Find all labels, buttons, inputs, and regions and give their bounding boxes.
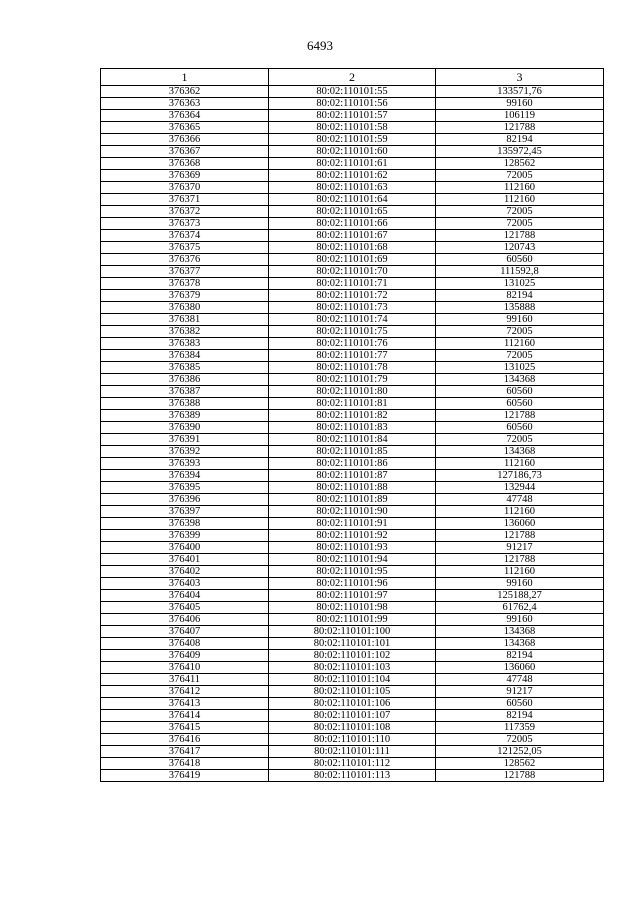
row-number-cell: 376365: [101, 122, 269, 134]
table-row: [101, 86, 604, 98]
table-row: [101, 122, 604, 134]
table-row: [101, 338, 604, 350]
cadastral-number-cell: 80:02:110101:101: [269, 638, 436, 650]
table-row: [101, 566, 604, 578]
value-cell: 112160: [436, 506, 604, 518]
value-cell: 125188,27: [436, 590, 604, 602]
data-table: [100, 68, 604, 782]
cadastral-number-cell: 80:02:110101:88: [269, 482, 436, 494]
value-cell: 135888: [436, 302, 604, 314]
value-cell: 61762,4: [436, 602, 604, 614]
value-cell: 99160: [436, 98, 604, 110]
table-row: [101, 230, 604, 242]
cadastral-number-cell: 80:02:110101:80: [269, 386, 436, 398]
cadastral-number-cell: 80:02:110101:91: [269, 518, 436, 530]
value-cell: 131025: [436, 278, 604, 290]
table-row: [101, 674, 604, 686]
cadastral-number-cell: 80:02:110101:73: [269, 302, 436, 314]
cadastral-number-cell: 80:02:110101:75: [269, 326, 436, 338]
row-number-cell: 376367: [101, 146, 269, 158]
cadastral-number-cell: 80:02:110101:74: [269, 314, 436, 326]
value-cell: 112160: [436, 458, 604, 470]
cadastral-number-cell: 80:02:110101:107: [269, 710, 436, 722]
cadastral-number-cell: 80:02:110101:83: [269, 422, 436, 434]
table-row: [101, 170, 604, 182]
table-row: [101, 530, 604, 542]
value-cell: 72005: [436, 434, 604, 446]
row-number-cell: 376408: [101, 638, 269, 650]
value-cell: 72005: [436, 206, 604, 218]
cadastral-number-cell: 80:02:110101:76: [269, 338, 436, 350]
value-cell: 72005: [436, 350, 604, 362]
cadastral-number-cell: 80:02:110101:72: [269, 290, 436, 302]
cadastral-number-cell: 80:02:110101:65: [269, 206, 436, 218]
table-row: [101, 626, 604, 638]
table-row: [101, 614, 604, 626]
table-row: [101, 206, 604, 218]
value-cell: 121788: [436, 230, 604, 242]
table-row: [101, 278, 604, 290]
row-number-cell: 376380: [101, 302, 269, 314]
table-body: [101, 86, 604, 782]
table-row: [101, 194, 604, 206]
row-number-cell: 376370: [101, 182, 269, 194]
value-cell: 134368: [436, 626, 604, 638]
row-number-cell: 376402: [101, 566, 269, 578]
value-cell: 134368: [436, 638, 604, 650]
row-number-cell: 376390: [101, 422, 269, 434]
cadastral-number-cell: 80:02:110101:96: [269, 578, 436, 590]
table-row: [101, 602, 604, 614]
value-cell: 132944: [436, 482, 604, 494]
row-number-cell: 376364: [101, 110, 269, 122]
cadastral-number-cell: 80:02:110101:62: [269, 170, 436, 182]
table-row: [101, 518, 604, 530]
table-row: [101, 326, 604, 338]
value-cell: 112160: [436, 194, 604, 206]
row-number-cell: 376368: [101, 158, 269, 170]
value-cell: 72005: [436, 170, 604, 182]
cadastral-number-cell: 80:02:110101:103: [269, 662, 436, 674]
cadastral-number-cell: 80:02:110101:93: [269, 542, 436, 554]
column-header-3: 3: [436, 69, 604, 86]
row-number-cell: 376393: [101, 458, 269, 470]
table-row: [101, 386, 604, 398]
table-row: [101, 410, 604, 422]
row-number-cell: 376407: [101, 626, 269, 638]
row-number-cell: 376377: [101, 266, 269, 278]
cadastral-number-cell: 80:02:110101:95: [269, 566, 436, 578]
value-cell: 60560: [436, 386, 604, 398]
value-cell: 120743: [436, 242, 604, 254]
table-row: [101, 146, 604, 158]
row-number-cell: 376383: [101, 338, 269, 350]
value-cell: 60560: [436, 254, 604, 266]
value-cell: 82194: [436, 710, 604, 722]
value-cell: 135972,45: [436, 146, 604, 158]
value-cell: 91217: [436, 542, 604, 554]
table-row: [101, 98, 604, 110]
table-row: [101, 158, 604, 170]
value-cell: 136060: [436, 662, 604, 674]
column-header-1: 1: [101, 69, 269, 86]
row-number-cell: 376363: [101, 98, 269, 110]
table-row: [101, 110, 604, 122]
cadastral-number-cell: 80:02:110101:61: [269, 158, 436, 170]
row-number-cell: 376394: [101, 470, 269, 482]
cadastral-number-cell: 80:02:110101:102: [269, 650, 436, 662]
value-cell: 82194: [436, 134, 604, 146]
row-number-cell: 376410: [101, 662, 269, 674]
value-cell: 121788: [436, 554, 604, 566]
cadastral-number-cell: 80:02:110101:58: [269, 122, 436, 134]
cadastral-number-cell: 80:02:110101:94: [269, 554, 436, 566]
value-cell: 134368: [436, 374, 604, 386]
value-cell: 121252,05: [436, 746, 604, 758]
table-row: [101, 374, 604, 386]
value-cell: 121788: [436, 410, 604, 422]
row-number-cell: 376418: [101, 758, 269, 770]
table-row: [101, 710, 604, 722]
table-header: [101, 69, 604, 86]
value-cell: 112160: [436, 338, 604, 350]
cadastral-number-cell: 80:02:110101:70: [269, 266, 436, 278]
cadastral-number-cell: 80:02:110101:86: [269, 458, 436, 470]
value-cell: 127186,73: [436, 470, 604, 482]
value-cell: 72005: [436, 218, 604, 230]
row-number-cell: 376419: [101, 770, 269, 782]
table-row: [101, 590, 604, 602]
cadastral-number-cell: 80:02:110101:68: [269, 242, 436, 254]
row-number-cell: 376362: [101, 86, 269, 98]
row-number-cell: 376385: [101, 362, 269, 374]
table-row: [101, 686, 604, 698]
cadastral-number-cell: 80:02:110101:98: [269, 602, 436, 614]
cadastral-number-cell: 80:02:110101:59: [269, 134, 436, 146]
row-number-cell: 376373: [101, 218, 269, 230]
value-cell: 82194: [436, 650, 604, 662]
row-number-cell: 376401: [101, 554, 269, 566]
row-number-cell: 376396: [101, 494, 269, 506]
cadastral-number-cell: 80:02:110101:78: [269, 362, 436, 374]
table-row: [101, 242, 604, 254]
value-cell: 47748: [436, 494, 604, 506]
row-number-cell: 376395: [101, 482, 269, 494]
table-row: [101, 422, 604, 434]
row-number-cell: 376397: [101, 506, 269, 518]
cadastral-number-cell: 80:02:110101:56: [269, 98, 436, 110]
table-row: [101, 722, 604, 734]
value-cell: 47748: [436, 674, 604, 686]
row-number-cell: 376381: [101, 314, 269, 326]
row-number-cell: 376400: [101, 542, 269, 554]
table-row: [101, 758, 604, 770]
row-number-cell: 376374: [101, 230, 269, 242]
cadastral-number-cell: 80:02:110101:67: [269, 230, 436, 242]
table-row: [101, 254, 604, 266]
cadastral-number-cell: 80:02:110101:64: [269, 194, 436, 206]
row-number-cell: 376387: [101, 386, 269, 398]
value-cell: 111592,8: [436, 266, 604, 278]
cadastral-number-cell: 80:02:110101:81: [269, 398, 436, 410]
value-cell: 91217: [436, 686, 604, 698]
row-number-cell: 376399: [101, 530, 269, 542]
cadastral-number-cell: 80:02:110101:87: [269, 470, 436, 482]
row-number-cell: 376386: [101, 374, 269, 386]
row-number-cell: 376388: [101, 398, 269, 410]
row-number-cell: 376406: [101, 614, 269, 626]
table-row: [101, 638, 604, 650]
table-row: [101, 542, 604, 554]
cadastral-number-cell: 80:02:110101:85: [269, 446, 436, 458]
value-cell: 131025: [436, 362, 604, 374]
cadastral-number-cell: 80:02:110101:90: [269, 506, 436, 518]
row-number-cell: 376404: [101, 590, 269, 602]
cadastral-number-cell: 80:02:110101:105: [269, 686, 436, 698]
value-cell: 134368: [436, 446, 604, 458]
table-row: [101, 218, 604, 230]
table-row: [101, 398, 604, 410]
value-cell: 121788: [436, 770, 604, 782]
row-number-cell: 376366: [101, 134, 269, 146]
row-number-cell: 376417: [101, 746, 269, 758]
cadastral-number-cell: 80:02:110101:57: [269, 110, 436, 122]
cadastral-number-cell: 80:02:110101:89: [269, 494, 436, 506]
cadastral-number-cell: 80:02:110101:92: [269, 530, 436, 542]
cadastral-number-cell: 80:02:110101:63: [269, 182, 436, 194]
table-row: [101, 770, 604, 782]
cadastral-number-cell: 80:02:110101:66: [269, 218, 436, 230]
row-number-cell: 376389: [101, 410, 269, 422]
table-row: [101, 506, 604, 518]
value-cell: 112160: [436, 566, 604, 578]
cadastral-number-cell: 80:02:110101:82: [269, 410, 436, 422]
table-row: [101, 362, 604, 374]
table-row: [101, 734, 604, 746]
table-row: [101, 746, 604, 758]
row-number-cell: 376409: [101, 650, 269, 662]
cadastral-number-cell: 80:02:110101:84: [269, 434, 436, 446]
cadastral-number-cell: 80:02:110101:79: [269, 374, 436, 386]
row-number-cell: 376372: [101, 206, 269, 218]
cadastral-number-cell: 80:02:110101:106: [269, 698, 436, 710]
table-row: [101, 650, 604, 662]
table-row: [101, 470, 604, 482]
row-number-cell: 376403: [101, 578, 269, 590]
table-row: [101, 482, 604, 494]
value-cell: 128562: [436, 758, 604, 770]
value-cell: 82194: [436, 290, 604, 302]
row-number-cell: 376415: [101, 722, 269, 734]
table-row: [101, 458, 604, 470]
value-cell: 72005: [436, 326, 604, 338]
cadastral-number-cell: 80:02:110101:111: [269, 746, 436, 758]
row-number-cell: 376376: [101, 254, 269, 266]
table-row: [101, 290, 604, 302]
value-cell: 99160: [436, 314, 604, 326]
value-cell: 133571,76: [436, 86, 604, 98]
row-number-cell: 376378: [101, 278, 269, 290]
value-cell: 128562: [436, 158, 604, 170]
table-row: [101, 494, 604, 506]
cadastral-number-cell: 80:02:110101:113: [269, 770, 436, 782]
row-number-cell: 376379: [101, 290, 269, 302]
row-number-cell: 376413: [101, 698, 269, 710]
row-number-cell: 376382: [101, 326, 269, 338]
row-number-cell: 376384: [101, 350, 269, 362]
row-number-cell: 376416: [101, 734, 269, 746]
table-row: [101, 554, 604, 566]
table-row: [101, 302, 604, 314]
row-number-cell: 376412: [101, 686, 269, 698]
value-cell: 117359: [436, 722, 604, 734]
row-number-cell: 376411: [101, 674, 269, 686]
table-row: [101, 134, 604, 146]
cadastral-number-cell: 80:02:110101:60: [269, 146, 436, 158]
table-header-row: [101, 69, 604, 86]
row-number-cell: 376369: [101, 170, 269, 182]
value-cell: 72005: [436, 734, 604, 746]
value-cell: 106119: [436, 110, 604, 122]
row-number-cell: 376371: [101, 194, 269, 206]
cadastral-number-cell: 80:02:110101:97: [269, 590, 436, 602]
cadastral-number-cell: 80:02:110101:104: [269, 674, 436, 686]
cadastral-number-cell: 80:02:110101:110: [269, 734, 436, 746]
table-row: [101, 314, 604, 326]
value-cell: 60560: [436, 422, 604, 434]
value-cell: 60560: [436, 398, 604, 410]
cadastral-number-cell: 80:02:110101:112: [269, 758, 436, 770]
column-header-2: 2: [269, 69, 436, 86]
row-number-cell: 376375: [101, 242, 269, 254]
row-number-cell: 376391: [101, 434, 269, 446]
cadastral-number-cell: 80:02:110101:100: [269, 626, 436, 638]
table-row: [101, 350, 604, 362]
cadastral-number-cell: 80:02:110101:108: [269, 722, 436, 734]
row-number-cell: 376414: [101, 710, 269, 722]
value-cell: 121788: [436, 530, 604, 542]
table-row: [101, 434, 604, 446]
value-cell: 99160: [436, 614, 604, 626]
table-row: [101, 446, 604, 458]
value-cell: 60560: [436, 698, 604, 710]
table-row: [101, 266, 604, 278]
row-number-cell: 376398: [101, 518, 269, 530]
table-row: [101, 578, 604, 590]
value-cell: 112160: [436, 182, 604, 194]
value-cell: 136060: [436, 518, 604, 530]
value-cell: 99160: [436, 578, 604, 590]
value-cell: 121788: [436, 122, 604, 134]
page-number: 6493: [307, 38, 333, 53]
table-row: [101, 662, 604, 674]
cadastral-number-cell: 80:02:110101:71: [269, 278, 436, 290]
cadastral-number-cell: 80:02:110101:99: [269, 614, 436, 626]
cadastral-number-cell: 80:02:110101:55: [269, 86, 436, 98]
table-row: [101, 182, 604, 194]
cadastral-number-cell: 80:02:110101:69: [269, 254, 436, 266]
row-number-cell: 376405: [101, 602, 269, 614]
table-row: [101, 698, 604, 710]
row-number-cell: 376392: [101, 446, 269, 458]
cadastral-number-cell: 80:02:110101:77: [269, 350, 436, 362]
